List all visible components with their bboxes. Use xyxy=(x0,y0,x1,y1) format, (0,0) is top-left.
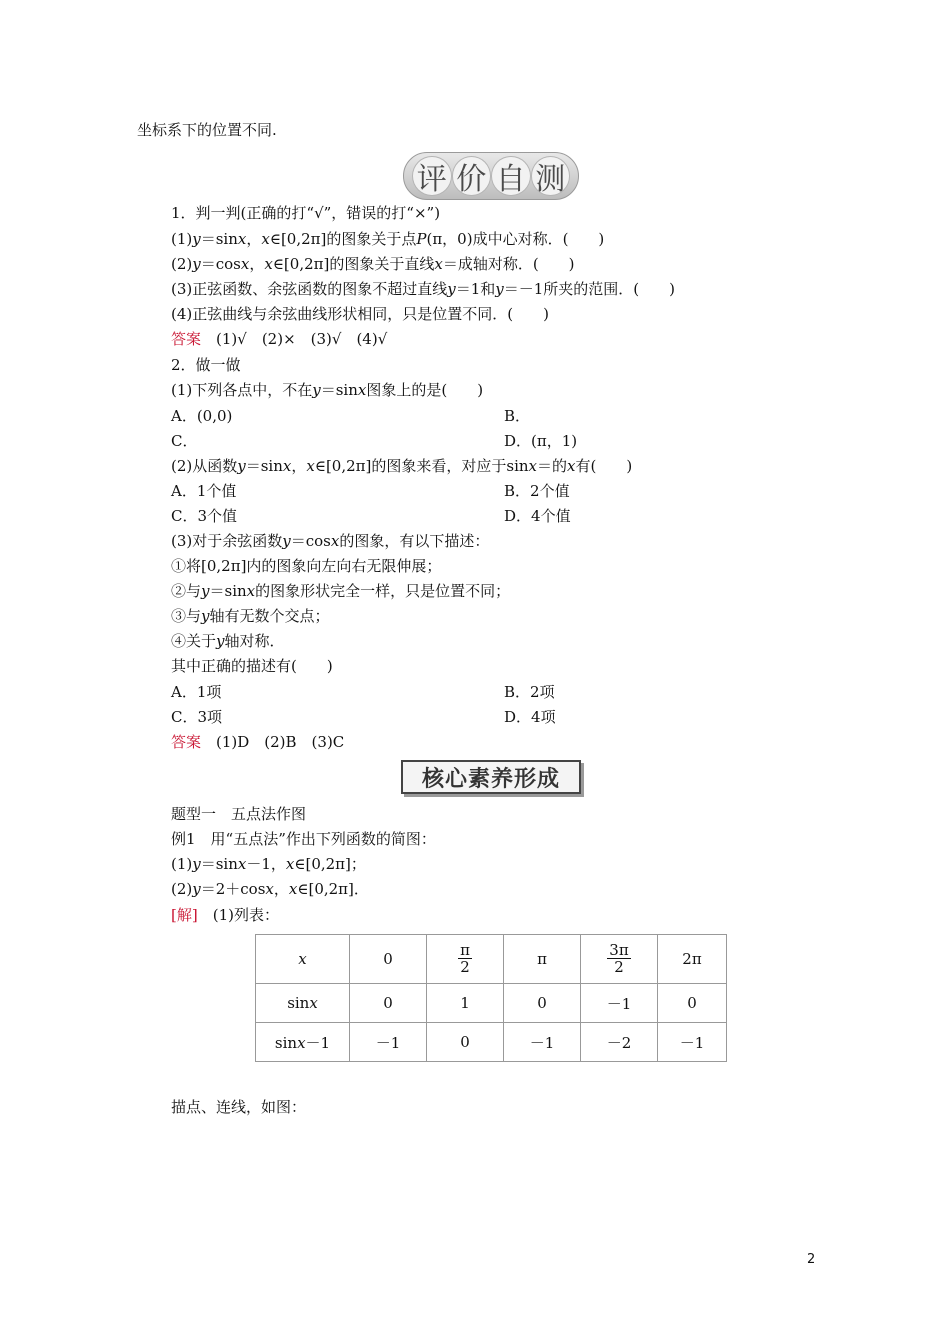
table-cell: 0 xyxy=(350,984,427,1023)
option-c: C．3个值 xyxy=(171,507,238,525)
page-number: 2 xyxy=(807,1252,816,1267)
option-b: B． xyxy=(504,407,531,425)
q1-item-3: (3)正弦函数、余弦函数的图象不超过直线y＝1和y＝－1所夹的范围．( ) xyxy=(171,280,676,298)
q1-answer: 答案 (1)√ (2)× (3)√ (4)√ xyxy=(171,330,388,348)
example-1-part-2: (2)y＝2＋cosx，x∈[0,2π]． xyxy=(171,880,369,898)
table-cell: 0 xyxy=(504,984,581,1023)
answer-label: 答案 xyxy=(171,330,202,348)
banner-char: 测 xyxy=(531,156,571,196)
banner-char: 评 xyxy=(412,156,452,196)
statement-4: ④关于y轴对称． xyxy=(171,632,285,650)
table-cell: －1 xyxy=(350,1023,427,1062)
q1-heading: 1．判一判(正确的打“√”，错误的打“×”) xyxy=(171,204,441,222)
q2-heading: 2．做一做 xyxy=(171,356,241,374)
option-d: D．4个值 xyxy=(504,507,571,525)
option-b: B．2个值 xyxy=(504,482,570,500)
table-row xyxy=(256,935,727,984)
value-table xyxy=(255,934,727,1062)
intro-line: 坐标系下的位置不同. xyxy=(137,121,277,139)
table-cell: －1 xyxy=(581,984,658,1023)
table-cell: π xyxy=(504,935,581,984)
question-type-heading: 题型一 五点法作图 xyxy=(171,805,307,823)
q2-part-2: (2)从函数y＝sinx，x∈[0,2π]的图象来看，对应于sinx＝的x有( ) xyxy=(171,457,633,475)
table-cell: －2 xyxy=(581,1023,658,1062)
option-a: A．1个值 xyxy=(171,482,237,500)
table-header-cell: x xyxy=(256,935,350,984)
option-c: C． xyxy=(171,432,198,450)
banner-char: 价 xyxy=(452,156,492,196)
q1-item-1: (1)y＝sinx，x∈[0,2π]的图象关于点P(π，0)成中心对称．( ) xyxy=(171,230,605,248)
q2-part-1: (1)下列各点中，不在y＝sinx图象上的是( ) xyxy=(171,381,484,399)
table-cell: 0 xyxy=(658,984,727,1023)
statement-3: ③与y轴有无数个交点； xyxy=(171,607,330,625)
table-cell: －1 xyxy=(658,1023,727,1062)
example-1-part-1: (1)y＝sinx－1，x∈[0,2π]； xyxy=(171,855,366,873)
option-a: A．(0,0) xyxy=(171,407,233,425)
table-cell: $\frac{3\pi}{2}$ xyxy=(581,935,658,984)
table-header-cell: sinx xyxy=(256,984,350,1023)
solution-label: [解] xyxy=(171,906,198,924)
option-d: D．(π，1) xyxy=(504,432,578,450)
table-row xyxy=(256,984,727,1023)
q2-answer: 答案 (1)D (2)B (3)C xyxy=(171,733,345,751)
table-cell: －1 xyxy=(504,1023,581,1062)
option-b: B．2项 xyxy=(504,683,555,701)
plot-instruction: 描点、连线，如图： xyxy=(171,1098,307,1116)
banner-char: 自 xyxy=(491,156,531,196)
solution-line: [解] (1)列表： xyxy=(171,906,279,924)
q1-item-4: (4)正弦曲线与余弦曲线形状相同，只是位置不同．( ) xyxy=(171,305,549,323)
table-row xyxy=(256,1023,727,1062)
answer-label: 答案 xyxy=(171,733,202,751)
q2-part-3-question: 其中正确的描述有( ) xyxy=(171,657,333,675)
table-cell: 0 xyxy=(427,1023,504,1062)
option-d: D．4项 xyxy=(504,708,556,726)
statement-2: ②与y＝sinx的图象形状完全一样，只是位置不同； xyxy=(171,582,511,600)
section-banner-self-assessment xyxy=(403,152,579,200)
q1-item-2: (2)y＝cosx，x∈[0,2π]的图象关于直线x＝成轴对称．( ) xyxy=(171,255,575,273)
table-cell: $\frac{\pi}{2}$ xyxy=(427,935,504,984)
section-banner-core-literacy: 核心素养形成 xyxy=(401,760,581,794)
table-cell: 2π xyxy=(658,935,727,984)
statement-1: ①将[0,2π]内的图象向左向右无限伸展； xyxy=(171,557,442,575)
option-a: A．1项 xyxy=(171,683,222,701)
table-cell: 1 xyxy=(427,984,504,1023)
table-cell: 0 xyxy=(350,935,427,984)
table-header-cell: sinx－1 xyxy=(256,1023,350,1062)
example-1-heading: 例1 用“五点法”作出下列函数的简图： xyxy=(171,830,436,848)
q2-part-3: (3)对于余弦函数y＝cosx的图象，有以下描述： xyxy=(171,532,490,550)
option-c: C．3项 xyxy=(171,708,223,726)
